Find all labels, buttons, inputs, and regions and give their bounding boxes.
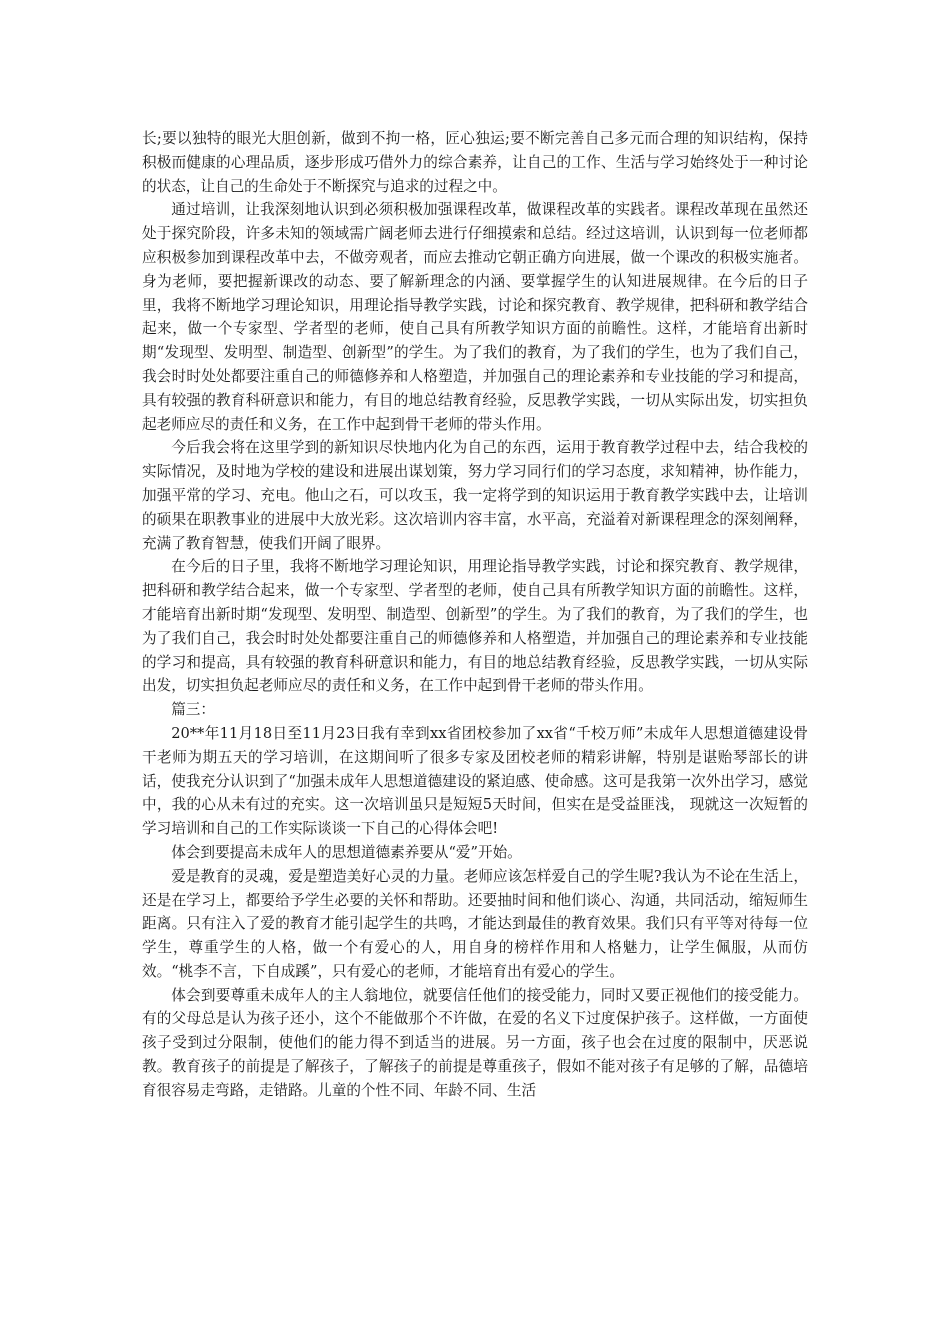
section-heading: 篇三： (171, 701, 215, 719)
paragraph-6: 体会到要提高未成年人的思想道德素养要从“爱”开始。 (171, 843, 522, 861)
paragraph-8: 体会到要尊重未成年人的主人翁地位，就要信任他们的接受能力，同时又要正视他们的接受能力。有的父母总是认为孩子还小，这个不能做那个不许做，在爱的名义下过度保护孩子。这样做，一方面使孩子受到过分限制，使他们的能力得不到适当的进展。另一方面，孩子也会在过度的限制中，厌恶说教。教育孩子的前提是了解孩子，了解孩子的前提是尊重孩子，假如不能对孩子有足够的了解，品德培育很容易走弯路，走错路。儿童的个性不同、年龄不同、生活 (142, 986, 808, 1099)
paragraph-5: 20**年11月18日至11月23日我有幸到xx省团校参加了xx省“千校万师”未成年人思想道德建设骨干老师为期五天的学习培训，在这期间听了很多专家及团校老师的精彩讲解，特别是谌贻琴部长的讲话，使我充分认识到了“加强未成年人思想道德建设的紧迫感、使命感。这可是我第一次外出学习，感觉中，我的心从未有过的充实。这一次培训虽只是短短5天时间，但实在是受益匪浅， 现就这一次短暂的学习培训和自己的工作实际谈谈一下自己的心得体会吧! (142, 724, 808, 838)
paragraph-4: 在今后的日子里，我将不断地学习理论知识，用理论指导教学实践，讨论和探究教育、教学规律，把科研和教学结合起来，做一个专家型、学者型的老师，使自己具有所教学知识方面的前瞻性。这样，才能培育出新时期“发现型、发明型、制造型、创新型”的学生。为了我们的教育，为了我们的学生，也为了我们自己，我会时时处处都要注重自己的师德修养和人格塑造，并加强自己的理论素养和专业技能的学习和提高，具有较强的教育科研意识和能力，有目的地总结教育经验，反思教学实践，一切从实际出发，切实担负起老师应尽的责任和义务，在工作中起到骨干老师的带头作用。 (142, 558, 808, 695)
paragraph-7: 爱是教育的灵魂，爱是塑造美好心灵的力量。老师应该怎样爱自己的学生呢?我认为不论在生活上，还是在学习上，都要给予学生必要的关怀和帮助。还要抽时间和他们谈心、沟通，共同活动，缩短师生距离。只有注入了爱的教育才能引起学生的共鸣，才能达到最佳的教育效果。我们只有平等对待每一位学生，尊重学生的人格，做一个有爱心的人，用自身的榜样作用和人格魅力，让学生佩服，从而仿效。“桃李不言，下自成蹊”，只有爱心的老师，才能培育出有爱心的学生。 (142, 867, 808, 980)
paragraph-1: 长;要以独特的眼光大胆创新，做到不拘一格，匠心独运;要不断完善自己多元而合理的知识结构，保持积极而健康的心理品质，逐步形成巧借外力的综合素养，让自己的工作、生活与学习始终处于一种讨论的状态，让自己的生命处于不断探究与追求的过程之中。 (142, 130, 808, 195)
paragraph-2: 通过培训，让我深刻地认识到必须积极加强课程改革，做课程改革的实践者。课程改革现在虽然还处于探究阶段，许多未知的领域需广阔老师去进行仔细摸索和总结。经过这培训，认识到每一位老师都应积极参加到课程改革中去，不做旁观者，而应去推动它朝正确方向进展，做一个课改的积极实施者。身为老师，要把握新课改的动态、要了解新理念的内涵、要掌握学生的认知进展规律。在今后的日子里，我将不断地学习理论知识，用理论指导教学实践，讨论和探究教育、教学规律，把科研和教学结合起来，做一个专家型、学者型的老师，使自己具有所教学知识方面的前瞻性。这样，才能培育出新时期“发现型、发明型、制造型、创新型”的学生。为了我们的教育，为了我们的学生，也为了我们自己，我会时时处处都要注重自己的师德修养和人格塑造，并加强自己的理论素养和专业技能的学习和提高，具有较强的教育科研意识和能力，有目的地总结教育经验，反思教学实践，一切从实际出发，切实担负起老师应尽的责任和义务，在工作中起到骨干老师的带头作用。 (142, 201, 808, 433)
document-body (142, 127, 808, 1103)
paragraph-3: 今后我会将在这里学到的新知识尽快地内化为自己的东西，运用于教育教学过程中去，结合我校的实际情况，及时地为学校的建设和进展出谋划策，努力学习同行们的学习态度，求知精神，协作能力，加强平常的学习、充电。他山之石，可以攻玉，我一定将学到的知识运用于教育教学实践中去，让培训的硕果在职教事业的进展中大放光彩。这次培训内容丰富，水平高，充溢着对新课程理念的深刻阐释，充满了教育智慧，使我们开阔了眼界。 (142, 439, 808, 552)
